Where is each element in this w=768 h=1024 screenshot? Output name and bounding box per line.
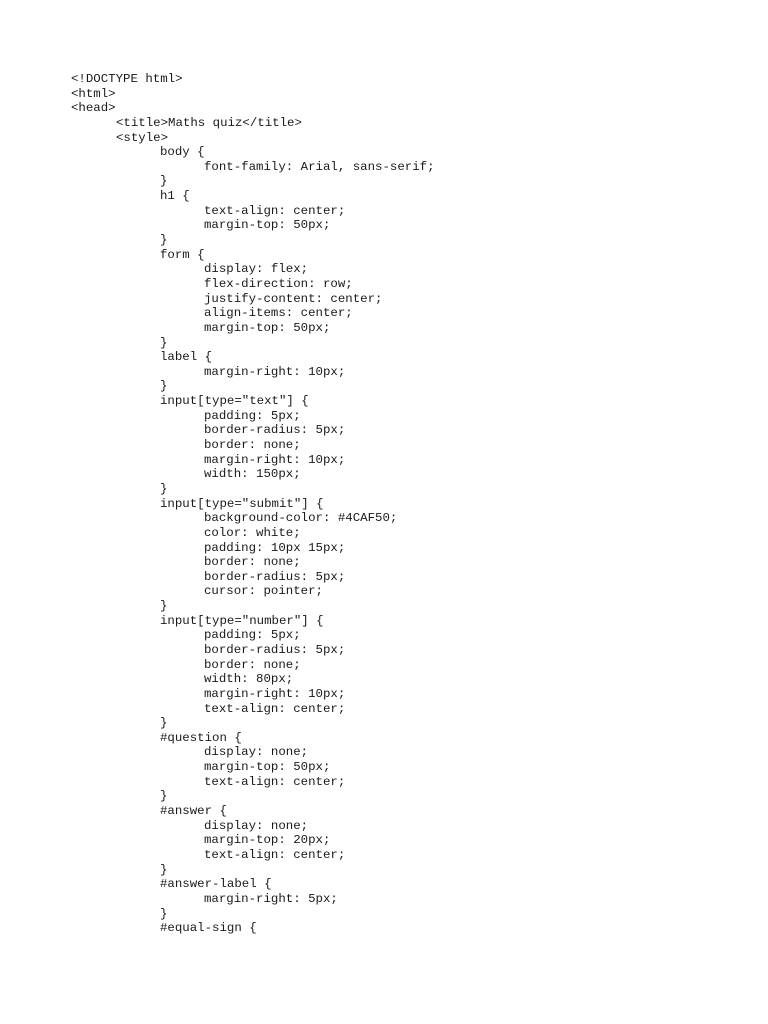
code-line: #equal-sign { — [160, 921, 257, 936]
code-line: <style> — [116, 130, 169, 145]
code-line: font-family: Arial, sans-serif; — [204, 159, 435, 174]
code-line: margin-top: 50px; — [204, 760, 331, 775]
code-line: margin-right: 10px; — [204, 364, 346, 379]
code-line: body { — [160, 145, 205, 160]
code-line: } — [160, 335, 168, 350]
code-line: #answer { — [160, 804, 227, 819]
code-line: #question { — [160, 730, 242, 745]
code-line: } — [160, 906, 168, 921]
code-line: } — [160, 233, 168, 248]
code-line: border-radius: 5px; — [204, 569, 346, 584]
code-line: padding: 5px; — [204, 628, 301, 643]
code-line: color: white; — [204, 525, 301, 540]
code-line: margin-right: 10px; — [204, 686, 346, 701]
code-line: } — [160, 862, 168, 877]
code-line: label { — [160, 350, 213, 365]
code-line: text-align: center; — [204, 774, 346, 789]
code-line: margin-right: 10px; — [204, 452, 346, 467]
code-line: } — [160, 716, 168, 731]
code-line: } — [160, 174, 168, 189]
code-line: #answer-label { — [160, 877, 272, 892]
code-line: margin-top: 20px; — [204, 833, 331, 848]
code-line: margin-top: 50px; — [204, 320, 331, 335]
code-line: display: flex; — [204, 262, 309, 277]
code-line: <title>Maths quiz</title> — [116, 115, 302, 130]
code-line: } — [160, 481, 168, 496]
code-line: flex-direction: row; — [204, 276, 353, 291]
code-line: justify-content: center; — [204, 291, 383, 306]
code-line: text-align: center; — [204, 847, 346, 862]
code-line: text-align: center; — [204, 701, 346, 716]
code-line: width: 150px; — [204, 467, 301, 482]
code-line: border: none; — [204, 555, 301, 570]
code-line: padding: 10px 15px; — [204, 540, 346, 555]
code-line: h1 { — [160, 189, 190, 204]
code-line: cursor: pointer; — [204, 584, 323, 599]
code-line: form { — [160, 247, 205, 262]
code-line: } — [160, 599, 168, 614]
code-line: display: none; — [204, 745, 309, 760]
code-line: text-align: center; — [204, 203, 346, 218]
code-line: border-radius: 5px; — [204, 642, 346, 657]
code-line: align-items: center; — [204, 306, 353, 321]
code-line: margin-top: 50px; — [204, 218, 331, 233]
code-line: <head> — [71, 101, 116, 116]
code-listing — [71, 72, 751, 936]
code-line: padding: 5px; — [204, 408, 301, 423]
code-line: input[type="text"] { — [160, 394, 309, 409]
code-line: input[type="number"] { — [160, 613, 324, 628]
code-line: width: 80px; — [204, 672, 294, 687]
code-line: background-color: #4CAF50; — [204, 511, 398, 526]
code-line: display: none; — [204, 818, 309, 833]
code-line: border-radius: 5px; — [204, 423, 346, 438]
code-line: } — [160, 789, 168, 804]
code-line: input[type="submit"] { — [160, 496, 324, 511]
code-line: margin-right: 5px; — [204, 891, 338, 906]
code-line: border: none; — [204, 657, 301, 672]
code-line: } — [160, 379, 168, 394]
code-line: <!DOCTYPE html> — [71, 72, 183, 86]
code-line: border: none; — [204, 438, 301, 453]
code-line: <html> — [71, 86, 116, 101]
